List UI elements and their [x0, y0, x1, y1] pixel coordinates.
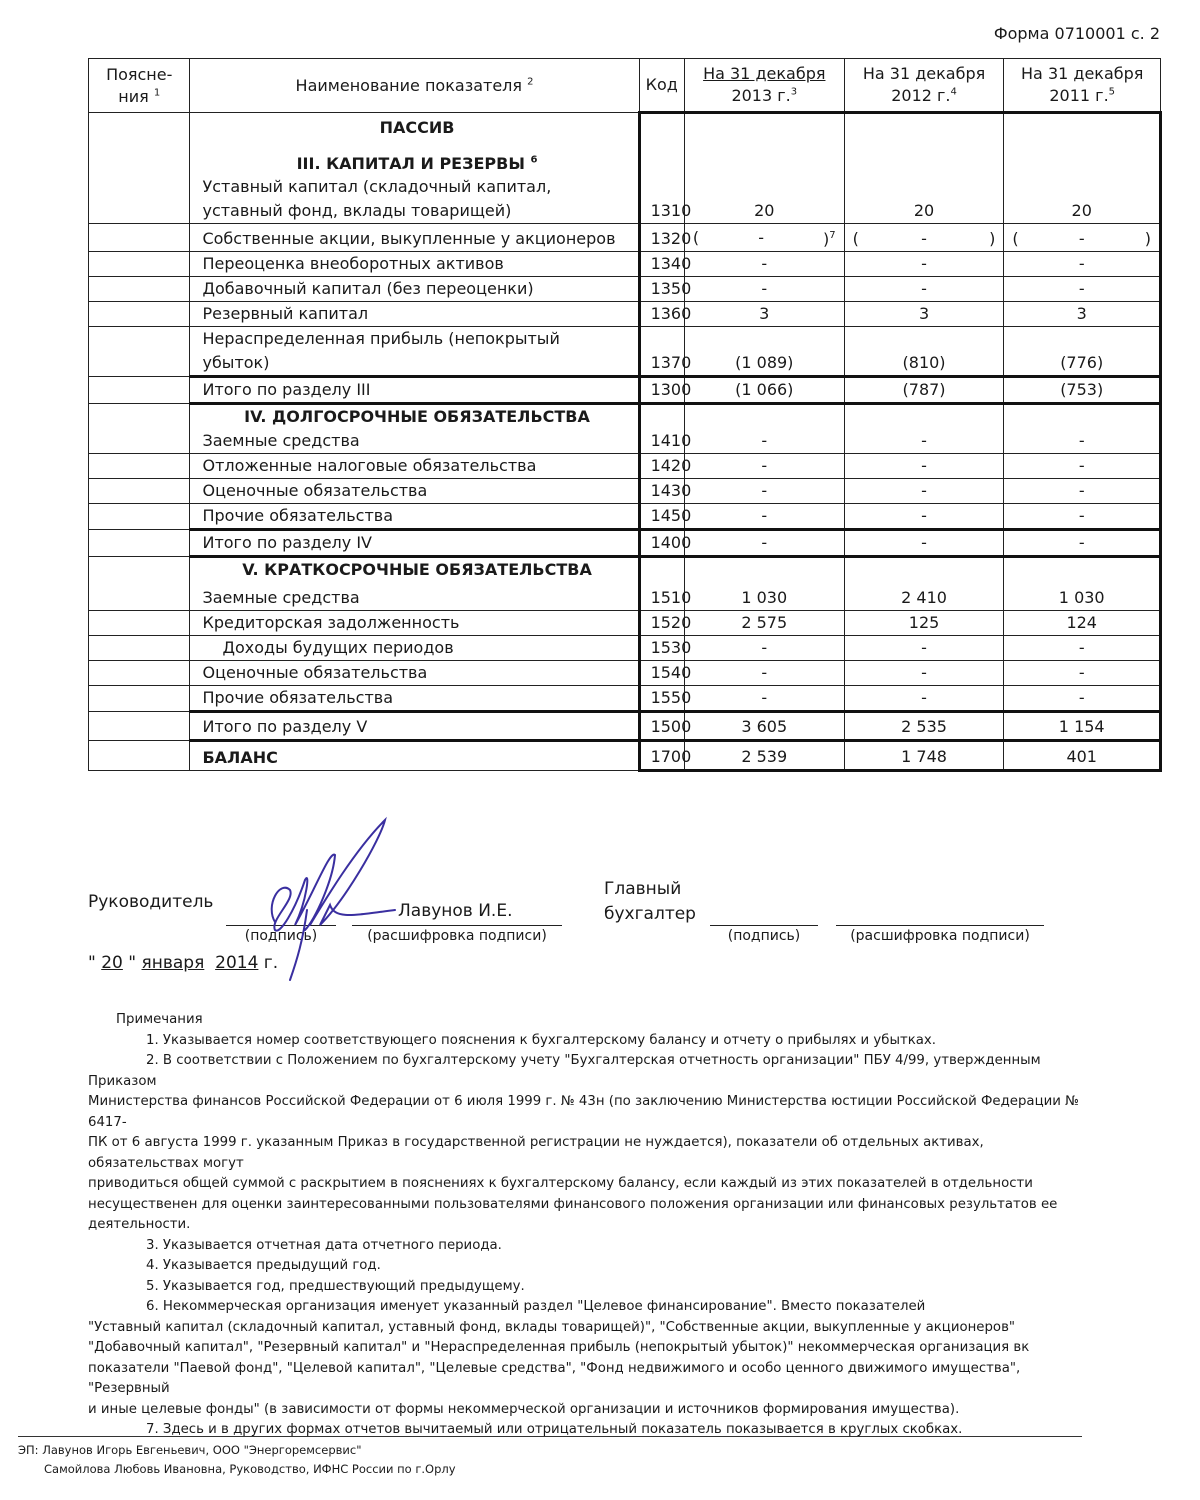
- table-row-total: [89, 377, 1161, 404]
- note-3: 3. Указывается отчетная дата отчетного периода.: [146, 1237, 502, 1253]
- section-4-title: IV. ДОЛГОСРОЧНЫЕ ОБЯЗАТЕЛЬСТВА: [244, 407, 590, 427]
- value-2012: 125: [844, 611, 1004, 636]
- value-2013: 3: [684, 302, 844, 327]
- value-2012: -: [844, 686, 1004, 712]
- note-6: 6. Некоммерческая организация именует указанный раздел "Целевое финансирование". Вместо показателей: [146, 1299, 926, 1314]
- value-2013: 2 575: [684, 611, 844, 636]
- row-name: Нераспределенная прибыль (непокрытый убыток): [190, 327, 639, 377]
- header-notes: Поясне-ния $^1$: [89, 59, 190, 113]
- row-name: Доходы будущих периодов: [190, 636, 639, 661]
- value-2011: -: [1004, 454, 1161, 479]
- value-2012: (787): [844, 377, 1004, 404]
- section-3-title: III. КАПИТАЛ И РЕЗЕРВЫ $^6$: [296, 154, 538, 173]
- signing-date: " 20 " января 2014 г.: [88, 953, 279, 973]
- row-name: Прочие обязательства: [190, 686, 639, 712]
- table-row: [89, 557, 1161, 611]
- note-4: 4. Указывается предыдущий год.: [146, 1258, 381, 1273]
- header-2013: На 31 декабря 2013 г.$^3$: [684, 59, 844, 113]
- value-2013: -: [684, 661, 844, 686]
- value-2011: -: [1004, 504, 1161, 530]
- value-2013: 3 605: [684, 712, 844, 741]
- row-name: Итого по разделу IV: [190, 530, 639, 557]
- row-code: 1450: [639, 504, 684, 530]
- row-name: Добавочный капитал (без переоценки): [190, 277, 639, 302]
- table-row: [89, 454, 1161, 479]
- row-name: Собственные акции, выкупленные у акционеров: [190, 224, 639, 252]
- note-7: 7. Здесь и в других формах отчетов вычитаемый или отрицательный показатель показывается в круглых скобках.: [146, 1422, 963, 1437]
- value-2012: (810): [844, 327, 1004, 377]
- table-header-row: [89, 59, 1161, 113]
- row-name: Кредиторская задолженность: [190, 611, 639, 636]
- row-name: Резервный капитал: [190, 302, 639, 327]
- value-2013: -: [684, 277, 844, 302]
- row-code: 1300: [639, 377, 684, 404]
- chief-accountant-label: Главный бухгалтер: [604, 879, 696, 924]
- header-indicator-name: Наименование показателя $^2$: [190, 59, 639, 113]
- value-2012: 3: [844, 302, 1004, 327]
- row-code: 1700: [639, 741, 684, 771]
- row-name: Переоценка внеоборотных активов: [190, 252, 639, 277]
- value-2012: -: [844, 454, 1004, 479]
- value-2012: -: [844, 504, 1004, 530]
- value-2011: 3: [1004, 302, 1161, 327]
- accountant-name-line: [836, 925, 1044, 926]
- row-code: 1340: [639, 252, 684, 277]
- value-2011: 124: [1004, 611, 1161, 636]
- value-2011: 1 030: [1004, 557, 1161, 611]
- row-name: Отложенные налоговые обязательства: [190, 454, 639, 479]
- value-2013: (1 066): [684, 377, 844, 404]
- table-row: [89, 277, 1161, 302]
- director-decoding-caption: (расшифровка подписи): [367, 928, 547, 944]
- value-2011: -: [1004, 686, 1161, 712]
- value-2011: (776): [1004, 327, 1161, 377]
- row-name: Оценочные обязательства: [190, 479, 639, 504]
- value-2011: -: [1004, 277, 1161, 302]
- value-2013: 20: [684, 113, 844, 224]
- value-2013: 1 030: [684, 557, 844, 611]
- row-code: 1370: [639, 327, 684, 377]
- row-code: 1430: [639, 479, 684, 504]
- row-code: 1400: [639, 530, 684, 557]
- footer-divider: [18, 1436, 1082, 1437]
- note-6-cont: "Добавочный капитал", "Резервный капитал" и "Нераспределенная прибыль (непокрытый убыток)" некоммерческая организация вк: [88, 1340, 1030, 1355]
- table-row-total: [89, 712, 1161, 741]
- header-2012: На 31 декабря 2012 г.$^4$: [844, 59, 1004, 113]
- value-2012: 1 748: [844, 741, 1004, 771]
- row-code: 1360: [639, 302, 684, 327]
- value-2011: -: [1004, 252, 1161, 277]
- row-code: 1310: [639, 113, 684, 224]
- table-row: [89, 302, 1161, 327]
- note-2-cont: приводиться общей суммой с раскрытием в пояснениях к бухгалтерскому балансу, если каждый из этих показателей в отдельности: [88, 1176, 1033, 1191]
- value-2011: -: [1004, 404, 1161, 454]
- value-2011: -: [1004, 636, 1161, 661]
- value-2013: -: [684, 252, 844, 277]
- row-name: IV. ДОЛГОСРОЧНЫЕ ОБЯЗАТЕЛЬСТВА Заемные средства: [190, 404, 639, 454]
- value-2013: -: [684, 530, 844, 557]
- value-2012: ( - ): [844, 224, 1004, 252]
- row-code: 1420: [639, 454, 684, 479]
- value-2011: 401: [1004, 741, 1161, 771]
- form-number-label: Форма 0710001 с. 2: [993, 24, 1160, 43]
- value-2011: (753): [1004, 377, 1161, 404]
- notes-section: [88, 1010, 1098, 1441]
- date-year: 2014: [215, 953, 259, 973]
- value-2012: -: [844, 530, 1004, 557]
- value-2011: ( - ): [1004, 224, 1161, 252]
- note-5: 5. Указывается год, предшествующий предыдущему.: [146, 1278, 525, 1294]
- director-signature-caption: (подпись): [244, 928, 318, 944]
- section-5-title: V. КРАТКОСРОЧНЫЕ ОБЯЗАТЕЛЬСТВА: [242, 560, 592, 580]
- row-code: 1410: [639, 404, 684, 454]
- value-2013: (1 089): [684, 327, 844, 377]
- row-name: Итого по разделу III: [190, 377, 639, 404]
- value-2011: -: [1004, 661, 1161, 686]
- note-2-cont: ПК от 6 августа 1999 г. указанным Приказ в государственной регистрации не нуждается), показатели об отдельных активах, обязательствах могут: [88, 1135, 984, 1171]
- table-row: [89, 479, 1161, 504]
- note-1: 1. Указывается номер соответствующего пояснения к бухгалтерскому балансу и отчету о прибылях и убытках.: [146, 1032, 937, 1048]
- value-2013: -: [684, 504, 844, 530]
- row-code: 1350: [639, 277, 684, 302]
- row-code: 1510: [639, 557, 684, 611]
- header-code: Код: [639, 59, 684, 113]
- table-row: [89, 404, 1161, 454]
- value-2013: ( - )$^7$: [684, 224, 844, 252]
- table-row-balance: [89, 741, 1161, 771]
- section-passive-title: ПАССИВ: [379, 118, 455, 137]
- row-name: Прочие обязательства: [190, 504, 639, 530]
- accountant-decoding-caption: (расшифровка подписи): [850, 928, 1030, 944]
- footer-line-1: ЭП: Лавунов Игорь Евгеньевич, ООО "Энергоремсервис": [18, 1443, 362, 1457]
- table-row: [89, 252, 1161, 277]
- date-month: января: [141, 953, 205, 973]
- value-2013: -: [684, 636, 844, 661]
- value-2013: -: [684, 686, 844, 712]
- table-row: [89, 661, 1161, 686]
- director-label: Руководитель: [88, 892, 214, 912]
- value-2012: -: [844, 252, 1004, 277]
- table-row: [89, 686, 1161, 712]
- note-6-cont: и иные целевые фонды" (в зависимости от формы некоммерческой организации и источников формирования имущества).: [88, 1401, 960, 1417]
- row-code: 1500: [639, 712, 684, 741]
- row-code: 1320: [639, 224, 684, 252]
- note-2-cont: Министерства финансов Российской Федерации от 6 июля 1999 г. № 43н (по заключению Министерства юстиции Российской Федерации № 6417-: [88, 1094, 1079, 1130]
- table-row-total: [89, 530, 1161, 557]
- value-2011: -: [1004, 530, 1161, 557]
- value-2013: -: [684, 404, 844, 454]
- row-code: 1530: [639, 636, 684, 661]
- table-row: [89, 113, 1161, 224]
- table-row: [89, 636, 1161, 661]
- value-2011: 1 154: [1004, 712, 1161, 741]
- accountant-signature-line: [710, 925, 818, 926]
- note-6-cont: показатели "Паевой фонд", "Целевой капитал", "Целевые средства", "Фонд недвижимого и особо ценного движимого имущества", "Резервный: [88, 1360, 1021, 1396]
- value-2012: -: [844, 479, 1004, 504]
- value-2012: 2 410: [844, 557, 1004, 611]
- value-2011: 20: [1004, 113, 1161, 224]
- electronic-signature-footer: [18, 1441, 456, 1479]
- row-name: Оценочные обязательства: [190, 661, 639, 686]
- value-2011: -: [1004, 479, 1161, 504]
- table-row: [89, 224, 1161, 252]
- row-name: ПАССИВ III. КАПИТАЛ И РЕЗЕРВЫ $^6$ Уставный капитал (складочный капитал, уставный фонд, вклады товарищей): [190, 113, 639, 224]
- value-2012: -: [844, 404, 1004, 454]
- note-2-cont: деятельности.: [88, 1217, 191, 1232]
- value-2012: -: [844, 661, 1004, 686]
- table-row: [89, 504, 1161, 530]
- value-2013: 2 539: [684, 741, 844, 771]
- row-code: 1540: [639, 661, 684, 686]
- value-2012: 2 535: [844, 712, 1004, 741]
- value-2012: 20: [844, 113, 1004, 224]
- notes-title: Примечания: [116, 1012, 203, 1027]
- value-2012: -: [844, 636, 1004, 661]
- note-2: 2. В соответствии с Положением по бухгалтерскому учету "Бухгалтерская отчетность организации" ПБУ 4/99, утвержденным Приказом: [88, 1053, 1041, 1089]
- header-2011: На 31 декабря 2011 г.$^5$: [1004, 59, 1161, 113]
- footer-line-2: Самойлова Любовь Ивановна, Руководство, ИФНС России по г.Орлу: [44, 1462, 456, 1476]
- row-name: БАЛАНС: [190, 741, 639, 771]
- row-code: 1550: [639, 686, 684, 712]
- value-2013: -: [684, 479, 844, 504]
- table-row: [89, 327, 1161, 377]
- note-2-cont: несущественен для оценки заинтересованными пользователями финансового положения организации или финансовых результатов ее: [88, 1196, 1058, 1212]
- director-name: Лавунов И.Е.: [398, 901, 513, 921]
- note-6-cont: "Уставный капитал (складочный капитал, уставный фонд, вклады товарищей)", "Собственные акции, выкупленные у акционеров": [88, 1319, 1016, 1335]
- table-row: [89, 611, 1161, 636]
- value-2012: -: [844, 277, 1004, 302]
- row-name: Итого по разделу V: [190, 712, 639, 741]
- row-code: 1520: [639, 611, 684, 636]
- date-day: 20: [101, 953, 123, 973]
- row-name: V. КРАТКОСРОЧНЫЕ ОБЯЗАТЕЛЬСТВА Заемные средства: [190, 557, 639, 611]
- value-2013: -: [684, 454, 844, 479]
- accountant-signature-caption: (подпись): [727, 928, 801, 944]
- balance-sheet-liabilities-table: [88, 58, 1162, 772]
